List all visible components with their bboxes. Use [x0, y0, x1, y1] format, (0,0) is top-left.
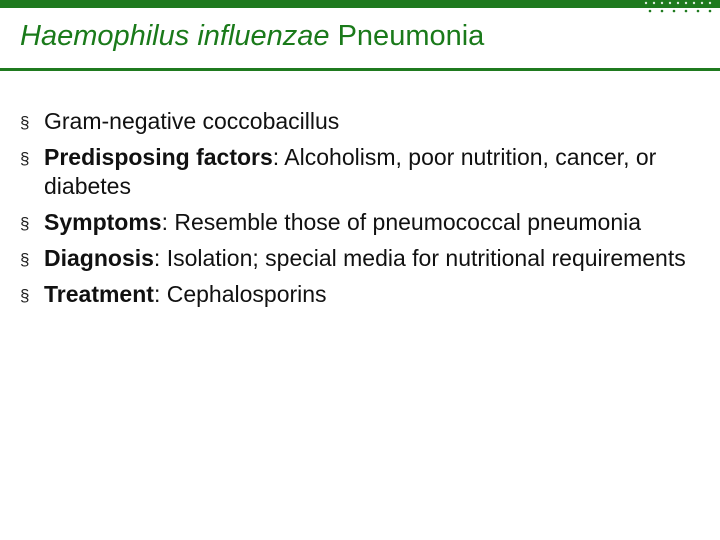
bullet-marker-icon: §	[20, 113, 30, 132]
top-accent-bar	[0, 0, 720, 8]
bullet-marker-icon: §	[20, 149, 30, 168]
bullet-item	[20, 107, 700, 136]
bullet-text: Cephalosporins	[166, 281, 327, 307]
bullet-marker-icon: §	[20, 286, 30, 305]
slide-title	[20, 20, 484, 53]
bullet-separator: :	[272, 144, 285, 170]
bullet-item	[20, 143, 700, 201]
bullet-separator: :	[161, 209, 175, 235]
bullet-term: Diagnosis	[44, 245, 154, 271]
bullet-list	[20, 107, 700, 316]
bullet-term: Treatment	[44, 281, 154, 307]
bullet-separator: :	[153, 281, 167, 307]
title-organism: Haemophilus influenzae	[20, 20, 330, 52]
corner-dots-decoration	[640, 0, 720, 14]
bullet-marker-icon: §	[20, 250, 30, 269]
title-underline-rule	[0, 68, 720, 71]
title-suffix: Pneumonia	[329, 20, 485, 52]
bullet-text: Resemble those of pneumococcal pneumonia	[174, 209, 642, 235]
bullet-separator: :	[153, 245, 167, 271]
bullet-item	[20, 244, 700, 273]
bullet-text: Gram-negative coccobacillus	[44, 108, 340, 134]
bullet-text: Isolation; special media for nutritional requirements	[166, 245, 686, 271]
bullet-text: Alcoholism, poor nutrition, cancer, or diabetes	[44, 144, 657, 199]
bullet-term: Predisposing factors	[44, 144, 273, 170]
bullet-item	[20, 208, 700, 237]
bullet-item	[20, 280, 700, 309]
bullet-marker-icon: §	[20, 214, 30, 233]
bullet-term: Symptoms	[44, 209, 162, 235]
